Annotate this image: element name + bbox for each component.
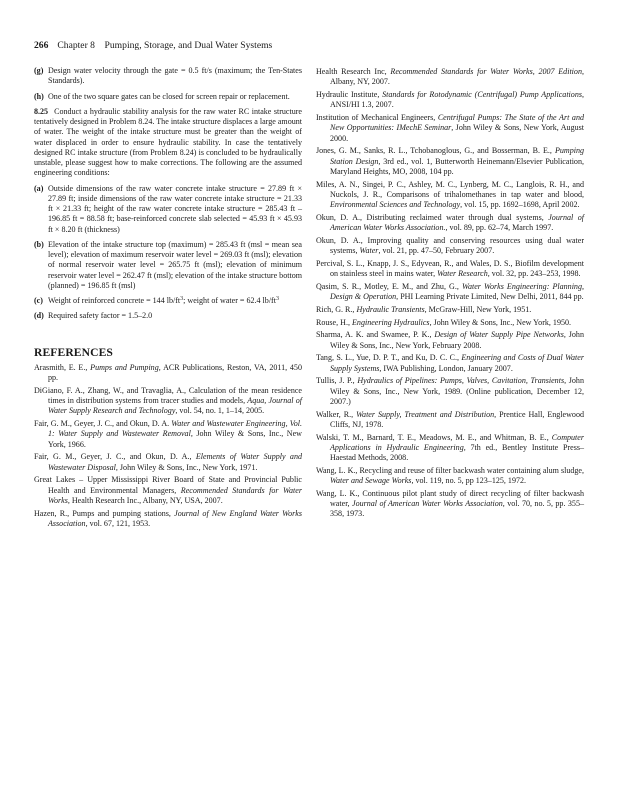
reference-text: , John Wiley & Sons, Inc., New York, 1950. — [429, 317, 572, 327]
reference-title: Computer Applications in Hydraulic Engineering — [330, 432, 584, 452]
reference-text: , McGraw-Hill, New York, 1951. — [424, 304, 532, 314]
references-heading: REFERENCES — [34, 345, 113, 359]
list-item — [34, 296, 302, 306]
running-header — [34, 40, 272, 51]
reference-title: Recommended Standards for Water Works — [48, 485, 302, 505]
reference-entry — [316, 259, 584, 280]
reference-text: , vol. 89, pp. 62–74, March 1997. — [445, 223, 554, 232]
reference-text: , Albany, NY, 2007. — [330, 67, 584, 87]
reference-entry — [316, 305, 584, 315]
reference-text: , John Wiley & Sons, Inc., New York, 1971. — [115, 462, 258, 472]
reference-text: Wang, L. K., Recycling and reuse of filter backwash water containing alum sludge, — [316, 465, 584, 475]
reference-entry — [316, 466, 584, 487]
conditions-list — [34, 184, 302, 322]
reference-title: Recommended Standards for Water Works, 2007 Edition — [390, 67, 582, 76]
reference-title: Centrifugal Pumps: The State of the Art and New Opportunities: IMechE Seminar — [330, 113, 584, 133]
problem-text: Conduct a hydraulic stability analysis for the raw water RC intake structure tentatively designed in Problem 8.24. The intake structure displaces a large amount of water. The weight of the intake structure must be greater than the weight of water displaced in order to ensure hydraulic stability. In case the tentatively designed RC intake structure (from Problem 8.24) is concluded to be hydraulically unstable, please suggest how to make corrections. The following are the assumed engineering conditions: — [34, 106, 302, 178]
problem-number: 8.25 — [34, 106, 49, 116]
reference-text: , vol. 32, pp. 243–253, 1998. — [487, 269, 581, 278]
reference-text: , Health Research Inc., Albany, NY, USA, 2007. — [67, 495, 223, 505]
running-title: Chapter 8 Pumping, Storage, and Dual Water Systems — [57, 40, 273, 51]
reference-entry — [316, 113, 584, 144]
page-number: 266 — [34, 40, 49, 51]
item-text-part: Weight of reinforced concrete = 144 lb/ft — [48, 296, 181, 305]
reference-entry — [316, 376, 584, 407]
reference-text: Jones, G. M., Sanks, R. L., Tchobanoglous, G., and Bosserman, B. E., — [316, 146, 555, 156]
reference-text: , John Wiley & Sons, Inc., New York, 1966. — [48, 429, 302, 449]
reference-entry — [316, 353, 584, 374]
item-text: Elevation of the intake structure top (maximum) = 285.43 ft (msl = mean sea level); elevation of maximum reservoir water level = 269.03 ft (msl); elevation of normal reservoir water level = 265.75 ft (msl); elevation of minimum reservoir water level = 262.47 ft (msl); elevation of the intake structure bottom (planned) = 196.85 ft (msl) — [48, 239, 302, 290]
item-text: Design water velocity through the gate = 0.5 ft/s (maximum; the Ten-States Standards). — [48, 66, 302, 86]
reference-text: Walker, R., — [316, 409, 357, 419]
reference-entry — [316, 282, 584, 303]
reference-text: Hazen, R., Pumps and pumping stations, — [34, 508, 175, 518]
reference-text: , vol. 21, pp. 47–50, February 2007. — [378, 246, 495, 255]
reference-entry — [316, 236, 584, 257]
reference-title: Journal of American Water Works Association — [352, 499, 503, 508]
problem-8-25 — [34, 107, 302, 179]
list-item — [34, 240, 302, 291]
reference-entry — [316, 410, 584, 431]
reference-title: Engineering and Costs of Dual Water Supply Systems — [330, 353, 584, 373]
reference-title: Pumps and Pumping — [90, 362, 159, 372]
reference-text: Health Research Inc, — [316, 67, 391, 76]
reference-text: Rich, G. R., — [316, 304, 357, 314]
reference-entry — [316, 213, 584, 234]
reference-text: Institution of Mechanical Engineers, — [316, 113, 438, 122]
reference-title: Journal of American Water Works Association. — [330, 212, 584, 232]
reference-entry — [34, 386, 302, 417]
reference-entry — [316, 318, 584, 328]
reference-title: Hydraulics of Pipelines: Pumps, Valves, Cavitation, Transients — [357, 376, 565, 386]
reference-title: Water — [359, 246, 379, 255]
reference-text: , Prentice Hall, Englewood Cliffs, NJ, 1978. — [330, 409, 584, 429]
reference-entry — [34, 509, 302, 530]
reference-title: Standards for Rotodynamic (Centrifugal) Pump Applications — [382, 90, 582, 99]
reference-entry — [34, 363, 302, 384]
reference-title: Water and Sewage Works — [330, 476, 412, 485]
right-column — [316, 67, 584, 522]
item-label: (g) — [34, 66, 44, 75]
superscript: 3 — [275, 296, 279, 302]
reference-text: Sharma, A. K. and Swamee, P. K., — [316, 330, 435, 340]
reference-title: Journal of New England Water Works Association — [48, 508, 302, 528]
reference-entry — [316, 433, 584, 464]
reference-text: Arasmith, E. E., — [34, 362, 91, 372]
reference-title: Water Works Engineering: Planning, Design & Operation — [330, 281, 584, 301]
reference-text: , 3rd ed., vol. 1, Butterworth Heinemann/Elsevier Publication, Maryland Heights, MO, 2008, 104 pp. — [330, 156, 584, 176]
reference-text: , vol. 67, 121, 1953. — [85, 518, 151, 528]
item-text: Required safety factor = 1.5–2.0 — [48, 311, 153, 321]
item-text: Outside dimensions of the raw water concrete intake structure = 27.89 ft × 27.89 ft; inside dimensions of the raw water concrete intake structure = 21.33 ft × 21.33 ft; height of the raw water concrete intake structure = 285.43 ft – 196.85 ft = 88.58 ft; base-reinforced concrete slab selected = 45.93 ft × 45.93 ft × 8.20 ft (thickness) — [48, 183, 302, 234]
reference-text: , John Wiley & Sons, New York, August 2000. — [330, 123, 584, 143]
reference-text: Qasim, S. R., Motley, E. M., and Zhu, G., — [316, 281, 462, 291]
list-item — [34, 311, 302, 321]
reference-title: Hydraulic Transients — [356, 304, 425, 314]
reference-entry — [34, 475, 302, 506]
reference-title: Water Supply, Treatment and Distribution — [356, 409, 495, 419]
superscript: 3 — [180, 296, 184, 302]
reference-text: , vol. 119, no. 5, pp 123–125, 1972. — [411, 476, 527, 485]
reference-text: Tang, S. L., Yue, D. P. T., and Ku, D. C. C., — [316, 353, 462, 363]
reference-title: Water and Wastewater Engineering, Vol. 1: Water Supply and Wastewater Removal — [48, 419, 302, 439]
reference-title: Water Research — [437, 269, 488, 278]
reference-text: Percival, S. L., Knapp, J. S., Edyvean, R., and Wales, D. S., Biofilm development on stainless steel in mains water, — [316, 258, 584, 278]
reference-text: , John Wiley & Sons, Inc., New York, 1989. (Online publication, December 12, 2007.) — [330, 376, 584, 406]
reference-text: , ANSI/HI 1.3, 2007. — [330, 90, 584, 110]
reference-entry — [316, 489, 584, 520]
reference-text: DiGiano, F. A., Zhang, W., and Travaglia, A., Calculation of the mean residence times in distribution systems from tracer studies and models, — [34, 385, 302, 405]
reference-text: , vol. 54, no. 1, 1–14, 2005. — [175, 406, 265, 416]
item-label: (d) — [34, 311, 44, 321]
list-item — [34, 92, 302, 102]
left-column — [34, 66, 302, 532]
reference-title: Pumping Station Design — [330, 146, 584, 166]
reference-entry — [316, 90, 584, 111]
reference-entry — [34, 419, 302, 450]
reference-title: Engineering Hydraulics — [352, 317, 430, 327]
reference-text: Wang, L. K., Continuous pilot plant study of direct recycling of filter backwash water, — [316, 488, 584, 508]
reference-entry — [316, 146, 584, 177]
reference-text: , ACR Publications, Reston, VA, 2011, 450 pp. — [48, 362, 302, 382]
references-list-right — [316, 67, 584, 520]
item-label: (b) — [34, 239, 44, 249]
reference-text: , vol. 70, no. 5, pp. 355–358, 1973. — [330, 499, 584, 519]
reference-text: Fair, G. M., Geyer, J. C., and Okun, D. A. — [34, 419, 172, 428]
item-text-part: ; weight of water = 62.4 lb/ft — [183, 296, 276, 305]
item-label: (h) — [34, 91, 44, 101]
reference-text: , IWA Publishing, London, January 2007. — [379, 363, 513, 373]
reference-entry — [316, 67, 584, 88]
item-text: One of the two square gates can be closed for screen repair or replacement. — [48, 91, 290, 101]
reference-text: Miles, A. N., Singei, P. C., Ashley, M. C., Lynberg, M. C., Langlois, R. H., and Nuckols, J. R., Comparisons of trihalomethanes in tap water and blood, — [316, 179, 584, 199]
reference-title: Environmental Sciences and Technology — [330, 200, 461, 209]
reference-text: Great Lakes – Upper Mississippi River Board of State and Provincial Public Health and Environmental Managers, — [34, 475, 302, 495]
list-item — [34, 184, 302, 235]
reference-entry — [316, 180, 584, 211]
reference-title: Elements of Water Supply and Wastewater Disposal — [48, 452, 302, 472]
reference-text: Fair, G. M., Geyer, J. C., and Okun, D. A., — [34, 452, 196, 462]
reference-entry — [316, 330, 584, 351]
reference-text: Walski, T. M., Barnard, T. E., Meadows, M. E., and Whitman, B. E., — [316, 432, 552, 442]
references-list-left — [34, 363, 302, 529]
reference-text: Rouse, H., — [316, 317, 352, 327]
reference-entry — [34, 452, 302, 473]
reference-text: Okun, D. A., Improving quality and conserving resources using dual water systems, — [316, 235, 584, 255]
reference-text: Hydraulic Institute, — [316, 90, 383, 99]
reference-text: Okun, D. A., Distributing reclaimed water through dual systems, — [316, 212, 549, 222]
reference-text: Tullis, J. P., — [316, 376, 358, 386]
reference-title: Design of Water Supply Pipe Networks — [434, 330, 564, 340]
item-label: (c) — [34, 296, 43, 305]
reference-text: , PHI Learning Private Limited, New Delhi, 2011, 844 pp. — [396, 292, 584, 301]
reference-text: , John Wiley & Sons, Inc., New York, February 2008. — [330, 330, 584, 350]
reference-text: , vol. 15, pp. 1692–1698, April 2002. — [460, 200, 580, 209]
item-label: (a) — [34, 183, 44, 193]
reference-title: Aqua, Journal of Water Supply Research and Technology — [48, 396, 302, 416]
list-item — [34, 66, 302, 87]
reference-text: , 7th ed., Bentley Institute Press–Haestad Methods, 2008. — [330, 442, 584, 462]
